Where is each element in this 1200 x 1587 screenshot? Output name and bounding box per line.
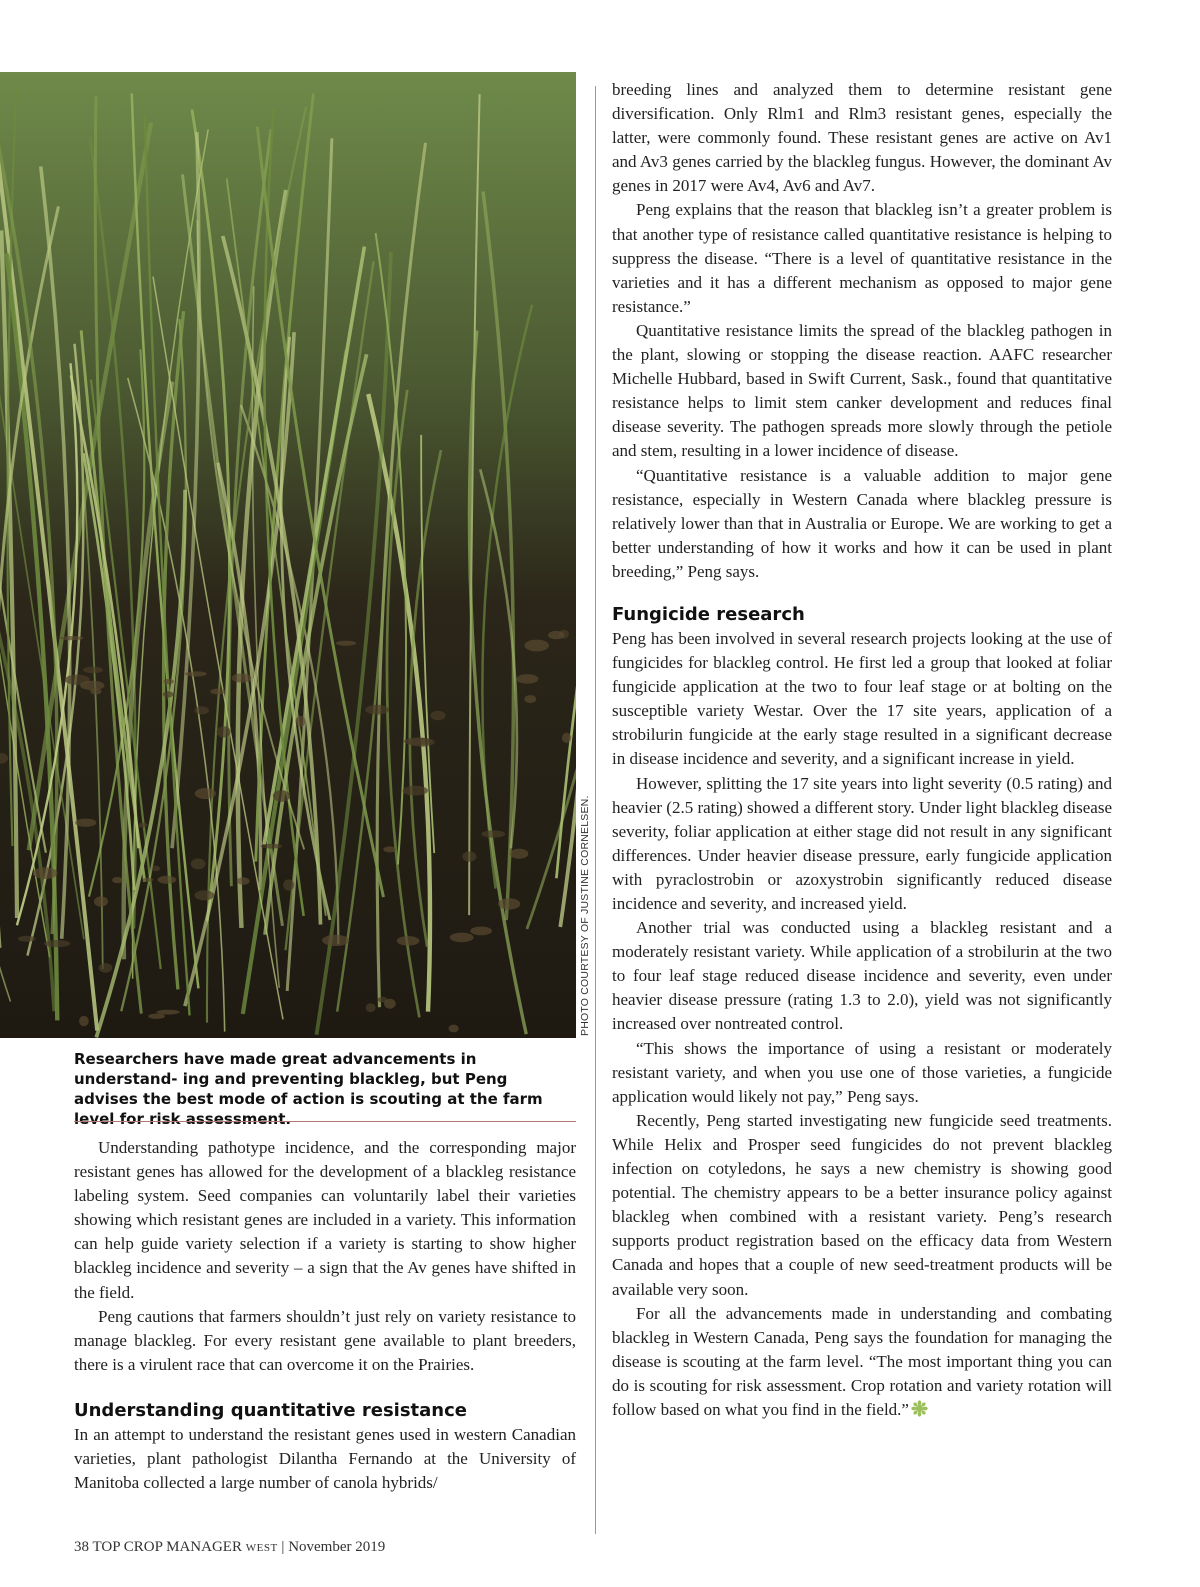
ground-debris — [194, 706, 209, 714]
ground-debris — [185, 671, 207, 676]
photo-caption: Researchers have made great advancements in understand- ing and preventing blackleg, but Peng advises the best mode of action is scouting at the farm level for risk assessment. — [74, 1050, 543, 1128]
ground-debris — [237, 877, 250, 885]
ground-debris — [79, 1016, 89, 1027]
photo-credit: PHOTO COURTESY OF JUSTINE CORNELSEN. — [579, 795, 591, 1036]
ground-debris — [365, 705, 389, 715]
body-paragraph: “Quantitative resistance is a valuable addition to major gene resistance, especially in Western Canada where blackleg pressure is relatively lower than that in Australia or Europe. We are working to get a better understanding of how it works and how it can be used in plant breeding,” Peng says. — [612, 465, 1112, 581]
ground-debris — [217, 726, 231, 737]
ground-debris — [44, 940, 70, 947]
body-paragraph: Peng has been involved in several research projects looking at the use of fungicides for blackleg control. He first led a group that looked at foliar fungicide application at the two to four leaf stage or at bolting on the susceptible variety Westar. Over the 17 site years, application of a strobilurin fungicide at the early stage resulted in a significant decrease in disease incidence and severity, and a significant increase in yield. — [612, 628, 1112, 769]
ground-debris — [336, 641, 356, 646]
ground-debris — [498, 898, 520, 909]
body-paragraph: Recently, Peng started investigating new fungicide seed treatments. While Helix and Prosper seed fungicides do not prevent blackleg infection on cotyledons, he says a new chemistry is showing good potential. The chemistry appears to be a better insurance policy against blackleg when combined with a resistant variety. Peng’s research supports product registration based on the efficacy data from Western Canada and hopes that a couple of new seed-treatment products will be available very soon. — [612, 1110, 1112, 1299]
right-column — [612, 78, 1112, 1422]
footer-separator: | — [281, 1539, 285, 1555]
publication-edition: WEST — [245, 1542, 278, 1554]
ground-debris — [449, 1025, 459, 1033]
subhead-quantitative-resistance: Understanding quantitative resistance — [74, 1399, 467, 1421]
ground-debris — [232, 673, 252, 682]
canola-field-photo — [0, 72, 576, 1038]
body-paragraph: “This shows the importance of using a resistant or moderately resistant variety, and when you use one of those varieties, a fungicide application would likely not pay,” Peng says. — [612, 1038, 1112, 1106]
page-number: 38 — [74, 1539, 89, 1555]
ground-debris — [510, 849, 528, 859]
ground-debris — [273, 790, 290, 802]
body-paragraph: However, splitting the 17 site years into light severity (0.5 rating) and heavier (2.5 rating) showed a different story. Under light blackleg disease severity, foliar application at either stage did not result in any significant differences. Under heavier disease pressure, early fungicide application with pyraclostrobin or azoxystrobin significantly reduced disease incidence and severity, and increased yield. — [612, 773, 1112, 913]
ground-debris — [403, 786, 428, 796]
ground-debris — [158, 876, 177, 884]
ground-debris — [142, 878, 153, 882]
ground-debris — [450, 933, 474, 943]
ground-debris — [94, 896, 108, 906]
issue-date: November 2019 — [288, 1539, 386, 1555]
ground-debris — [261, 844, 283, 849]
ground-debris — [283, 879, 294, 890]
ground-debris — [164, 679, 174, 684]
column-divider — [595, 86, 596, 1534]
ground-debris — [195, 890, 215, 900]
canola-field-image — [0, 72, 576, 1038]
publication-name: TOP CROP MANAGER — [92, 1539, 242, 1555]
ground-debris — [138, 823, 147, 828]
ground-debris — [397, 936, 420, 946]
ground-debris — [148, 1014, 165, 1019]
ground-debris — [18, 936, 36, 942]
body-paragraph: Understanding pathotype incidence, and the corresponding major resistant genes has allowed for the development of a blackleg resistance labeling system. Seed companies can voluntarily label their varieties showing which resistant genes are included in a variety. This information can help guide variety selection if a variety is starting to show higher blackleg incidence and severity – a sign that the Av genes have shifted in the field. — [74, 1138, 576, 1302]
leaf-end-mark-icon — [911, 1400, 928, 1417]
ground-debris — [516, 674, 538, 683]
ground-debris — [83, 667, 103, 674]
left-column — [74, 1136, 576, 1495]
ground-debris — [60, 636, 84, 640]
body-paragraph-final — [612, 1302, 1112, 1422]
ground-debris — [152, 866, 160, 872]
ground-debris — [99, 963, 113, 973]
ground-debris — [210, 689, 225, 695]
ground-debris — [524, 640, 549, 652]
ground-debris — [75, 819, 96, 827]
body-paragraph: Quantitative resistance limits the spread of the blackleg pathogen in the plant, slowing or stopping the disease reaction. AAFC researcher Michelle Hubbard, based in Swift Current, Sask., found that quantitative resistance helps to limit stem canker development and reduces final disease severity. The pathogen spreads more slowly through the petiole and stem, resulting in a lower incidence of disease. — [612, 320, 1112, 461]
caption-divider — [74, 1121, 576, 1122]
ground-debris — [481, 830, 505, 837]
body-paragraph: Peng explains that the reason that blackleg isn’t a greater problem is that another type of resistance called quantitative resistance is helping to suppress the disease. “There is a level of quantitative resistance in the varieties and it has a different mechanism as opposed to major gene resistance.” — [612, 200, 1112, 316]
ground-debris — [366, 1003, 376, 1012]
page-footer — [74, 1539, 385, 1556]
ground-debris — [462, 851, 476, 861]
body-paragraph: breeding lines and analyzed them to determine resistant gene diversification. Only Rlm1 and Rlm3 resistant genes, especially the latter, were commonly found. These resistant genes are active on Av1 and Av3 genes carried by the blackleg fungus. However, the dominant Av genes in 2017 were Av4, Av6 and Av7. — [612, 80, 1112, 196]
ground-debris — [470, 927, 492, 936]
ground-debris — [163, 691, 174, 697]
final-paragraph-text: For all the advancements made in understanding and combating blackleg in Western Canada, Peng says the foundation for managing the disease is scouting at the farm level. “The most important thing you can do is scouting for risk assessment. Crop rotation and variety rotation will follow based on what you find in the field.” — [612, 1303, 1112, 1419]
body-paragraph: In an attempt to understand the resistant genes used in western Canadian varieties, plant pathologist Dilantha Fernando at the University of Manitoba collected a large number of canola hybrids/ — [74, 1424, 576, 1493]
ground-debris — [195, 788, 216, 799]
subhead-fungicide-research: Fungicide research — [612, 603, 805, 625]
ground-debris — [33, 867, 58, 879]
ground-debris — [562, 733, 571, 743]
ground-debris — [548, 631, 564, 639]
ground-debris — [112, 877, 122, 883]
ground-debris — [384, 999, 396, 1009]
ground-debris — [80, 681, 104, 690]
ground-debris — [404, 738, 432, 746]
body-paragraph: Peng cautions that farmers shouldn’t just rely on variety resistance to manage blackleg. For every resistant gene available to plant breeders, there is a virulent race that can overcome it on the Prairies. — [74, 1306, 576, 1374]
ground-debris — [431, 711, 446, 721]
ground-debris — [191, 859, 206, 870]
body-paragraph: Another trial was conducted using a blackleg resistant and a moderately resistant variety. While application of a strobilurin at the two to four leaf stage reduced disease incidence and severity, even under heavier disease pressure (rating 1.3 to 2.0), yield was not significantly increased over nontreated control. — [612, 918, 1112, 1034]
ground-debris — [322, 935, 349, 946]
ground-debris — [295, 716, 305, 727]
ground-debris — [524, 695, 536, 703]
ground-debris — [383, 846, 396, 852]
